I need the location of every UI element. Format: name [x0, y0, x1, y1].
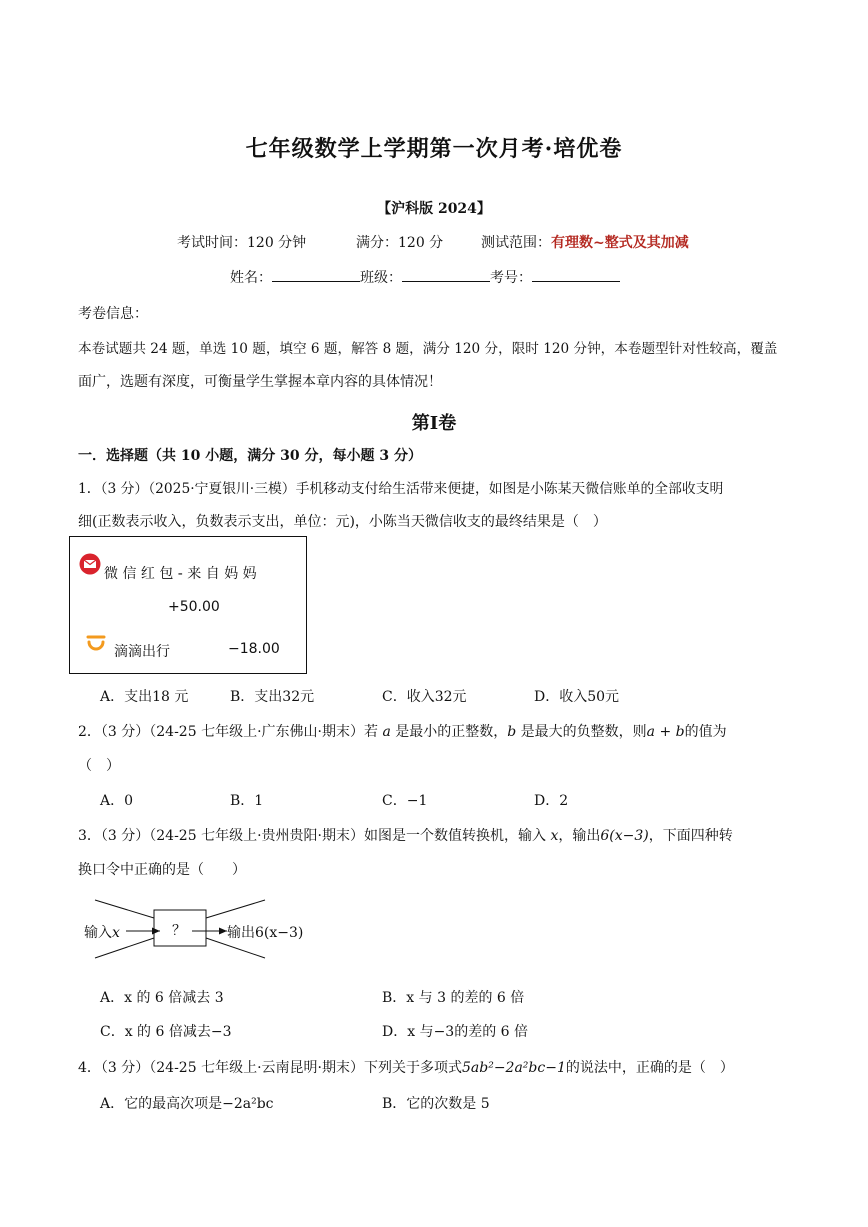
info-line-1: 本卷试题共 24 题，单选 10 题，填空 6 题，解答 8 题，满分 120 分，限时 120 分钟，本卷题型针对性较高，覆盖: [78, 341, 778, 357]
machine-output: [227, 922, 303, 942]
q4-expr: 5ab²−2a²bc−1: [461, 1060, 566, 1076]
machine-input-var: x: [112, 925, 120, 941]
machine-output-label: 输出: [227, 925, 255, 941]
name-blank[interactable]: [272, 267, 360, 282]
q2-option-c[interactable]: C．−1: [382, 793, 428, 809]
machine-input-label: 输入: [84, 925, 112, 941]
edition-label: 【沪科版 2024】: [377, 201, 491, 217]
part-heading: 一．选择题（共 10 小题，满分 30 分，每小题 3 分）: [78, 448, 422, 464]
q1-option-c[interactable]: C．收入32元: [382, 689, 467, 705]
q2-text-c: 是最大的负整数，则: [520, 724, 647, 740]
class-label: 班级：: [360, 270, 402, 286]
machine-output-expr: 6(x−3): [255, 925, 304, 941]
machine-input: [84, 922, 120, 942]
q1-option-d[interactable]: D．收入50元: [534, 689, 620, 705]
q2-var-a: a: [382, 724, 391, 740]
number-blank[interactable]: [532, 267, 620, 282]
info-heading: 考卷信息：: [78, 306, 148, 322]
q2-text-b: 是最小的正整数，: [395, 724, 508, 740]
q3-expr: 6(x−3): [600, 828, 649, 844]
q3-text-b: ，输出: [558, 828, 601, 844]
q4-option-a[interactable]: A．它的最高次项是−2a²bc: [100, 1096, 274, 1112]
q2-var-b: b: [507, 724, 517, 740]
q1-line-1: 1．（3 分）（2025·宁夏银川·三模）手机移动支付给生活带来便捷，如图是小陈某天微信账单的全部收支明: [78, 481, 724, 497]
q1-line-2: 细(正数表示收入，负数表示支出，单位：元)，小陈当天微信收支的最终结果是（ ）: [78, 514, 607, 530]
bill-row2-label: 滴滴出行: [114, 644, 170, 660]
q2-line-1: [78, 721, 727, 741]
scope-value: 有理数~整式及其加减: [551, 235, 689, 251]
q1-option-b[interactable]: B．支出32元: [230, 689, 315, 705]
info-line-2: 面广，选题有深度，可衡量学生掌握本章内容的具体情况！: [78, 374, 442, 390]
q3-option-c[interactable]: C．x 的 6 倍减去−3: [100, 1024, 232, 1040]
q4-text-b: 的说法中，正确的是（ ）: [565, 1060, 734, 1076]
name-label: 姓名：: [230, 270, 272, 286]
q3-line-1: [78, 825, 733, 845]
q4-option-b[interactable]: B．它的次数是 5: [382, 1096, 490, 1112]
q2-option-d[interactable]: D．2: [534, 793, 569, 809]
conversion-machine-figure: [80, 892, 320, 964]
q4-line-1: [78, 1057, 734, 1077]
test-scope: [481, 232, 689, 252]
bill-row2-amount: −18.00: [228, 641, 280, 657]
number-label: 考号：: [490, 270, 532, 286]
q3-option-b[interactable]: B．x 与 3 的差的 6 倍: [382, 990, 525, 1006]
q2-option-a[interactable]: A．0: [100, 793, 134, 809]
q2-line-2: （ ）: [78, 758, 120, 774]
q2-expr: a + b: [646, 724, 685, 740]
bill-row1-label: 微 信 红 包 - 来 自 妈 妈: [104, 566, 257, 582]
didi-icon: [85, 633, 107, 653]
q3-text-c: ，下面四种转: [648, 828, 733, 844]
q4-text-a: 4．（3 分）（24-25 七年级上·云南昆明·期末）下列关于多项式: [78, 1060, 462, 1076]
wechat-bill-figure: [69, 536, 307, 674]
exam-time: 考试时间：120 分钟: [177, 235, 307, 251]
section-title: 第Ⅰ卷: [411, 413, 457, 434]
q3-option-a[interactable]: A．x 的 6 倍减去 3: [100, 990, 224, 1006]
bill-row1-amount: +50.00: [168, 599, 220, 615]
q1-option-a[interactable]: A．支出18 元: [100, 689, 189, 705]
q3-text-a: 3．（3 分）（24-25 七年级上·贵州贵阳·期末）如图是一个数值转换机，输入: [78, 828, 546, 844]
q2-option-b[interactable]: B．1: [230, 793, 264, 809]
q3-var-x: x: [550, 828, 559, 844]
red-envelope-icon: [79, 553, 101, 575]
q2-text-d: 的值为: [684, 724, 727, 740]
full-score: 满分：120 分: [356, 235, 444, 251]
machine-center: ？: [172, 923, 186, 939]
student-info-line: [230, 267, 620, 287]
q3-line-2: 换口令中正确的是（ ）: [78, 862, 246, 878]
scope-label: 测试范围：: [481, 235, 551, 251]
document-title: 七年级数学上学期第一次月考·培优卷: [245, 136, 623, 162]
q3-option-d[interactable]: D．x 与−3的差的 6 倍: [382, 1024, 529, 1040]
q2-text-a: 2．（3 分）（24-25 七年级上·广东佛山·期末）若: [78, 724, 378, 740]
class-blank[interactable]: [402, 267, 490, 282]
